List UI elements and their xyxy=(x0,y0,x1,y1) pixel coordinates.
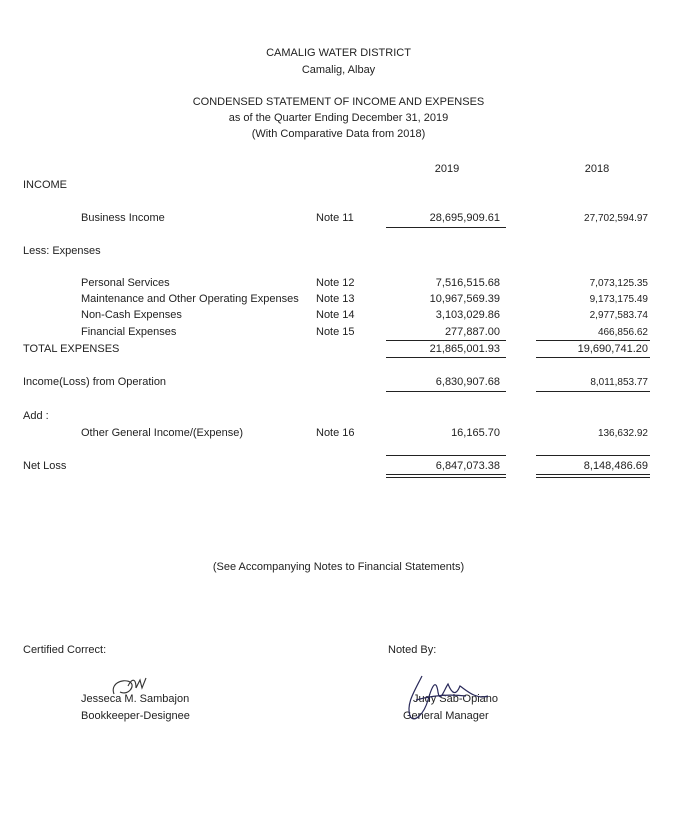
certifier-title: Bookkeeper-Designee xyxy=(81,710,190,722)
add-heading: Add : xyxy=(23,410,49,422)
expense-note: Note 14 xyxy=(316,309,355,321)
expense-2019: 10,967,569.39 xyxy=(429,293,500,305)
noted-label: Noted By: xyxy=(388,644,437,656)
other-income-label: Other General Income/(Expense) xyxy=(81,427,244,439)
total-expenses-underline-2018 xyxy=(536,357,650,358)
expense-note: Note 15 xyxy=(316,326,355,338)
certified-label: Certified Correct: xyxy=(23,644,107,656)
business-income-2019: 28,695,909.61 xyxy=(429,212,500,224)
total-expenses-2018: 19,690,741.20 xyxy=(577,343,648,355)
net-overline-2019 xyxy=(386,455,506,456)
net-label: Net Loss xyxy=(23,460,67,472)
expense-2019: 277,887.00 xyxy=(444,326,500,338)
expense-label: Maintenance and Other Operating Expenses xyxy=(81,293,299,305)
column-header-2018: 2018 xyxy=(584,163,610,175)
expense-2018: 7,073,125.35 xyxy=(589,278,648,289)
statement-title: CONDENSED STATEMENT OF INCOME AND EXPENSES xyxy=(192,96,485,108)
business-income-label: Business Income xyxy=(81,212,165,224)
expense-label: Non-Cash Expenses xyxy=(81,309,182,321)
expense-2019: 3,103,029.86 xyxy=(435,309,500,321)
org-location: Camalig, Albay xyxy=(301,64,376,76)
other-income-2019: 16,165.70 xyxy=(451,427,500,439)
expense-note: Note 13 xyxy=(316,293,355,305)
net-double-underline-2018 xyxy=(536,474,650,478)
net-overline-2018 xyxy=(536,455,650,456)
noter-name: Judy Sab-Opiano xyxy=(413,693,498,705)
expense-2018: 466,856.62 xyxy=(597,327,648,338)
expense-label: Financial Expenses xyxy=(81,326,177,338)
expenses-subtotal-line-2019 xyxy=(386,340,506,341)
business-income-note: Note 11 xyxy=(316,212,354,224)
operation-underline-2018 xyxy=(536,391,650,392)
income-heading: INCOME xyxy=(23,179,67,191)
expense-label: Personal Services xyxy=(81,277,170,289)
operation-underline-2019 xyxy=(386,391,506,392)
expenses-heading: Less: Expenses xyxy=(23,245,101,257)
total-expenses-label: TOTAL EXPENSES xyxy=(23,343,120,355)
footnote: (See Accompanying Notes to Financial Statements) xyxy=(212,561,465,573)
operation-2018: 8,011,853.77 xyxy=(590,377,648,388)
expense-note: Note 12 xyxy=(316,277,355,289)
expense-2019: 7,516,515.68 xyxy=(435,277,500,289)
operation-label: Income(Loss) from Operation xyxy=(23,376,167,388)
column-header-2019: 2019 xyxy=(434,163,460,175)
net-2019: 6,847,073.38 xyxy=(435,460,500,472)
certifier-signature xyxy=(106,674,154,704)
operation-2019: 6,830,907.68 xyxy=(435,376,500,388)
expenses-subtotal-line-2018 xyxy=(536,340,650,341)
business-income-2018: 27,702,594.97 xyxy=(584,213,648,224)
net-2018: 8,148,486.69 xyxy=(583,460,648,472)
expense-2018: 2,977,583.74 xyxy=(589,310,648,321)
other-income-note: Note 16 xyxy=(316,427,355,439)
certifier-name: Jesseca M. Sambajon xyxy=(81,693,190,705)
org-name: CAMALIG WATER DISTRICT xyxy=(266,47,411,59)
statement-comparative: (With Comparative Data from 2018) xyxy=(251,128,426,140)
noter-title: General Manager xyxy=(403,710,489,722)
statement-period: as of the Quarter Ending December 31, 2019 xyxy=(228,112,449,124)
noter-signature xyxy=(396,670,500,726)
other-income-2018: 136,632.92 xyxy=(597,428,648,439)
net-double-underline-2019 xyxy=(386,474,506,478)
expense-2018: 9,173,175.49 xyxy=(589,294,648,305)
total-expenses-underline-2019 xyxy=(386,357,506,358)
total-expenses-2019: 21,865,001.93 xyxy=(429,343,500,355)
business-income-underline xyxy=(386,227,506,228)
